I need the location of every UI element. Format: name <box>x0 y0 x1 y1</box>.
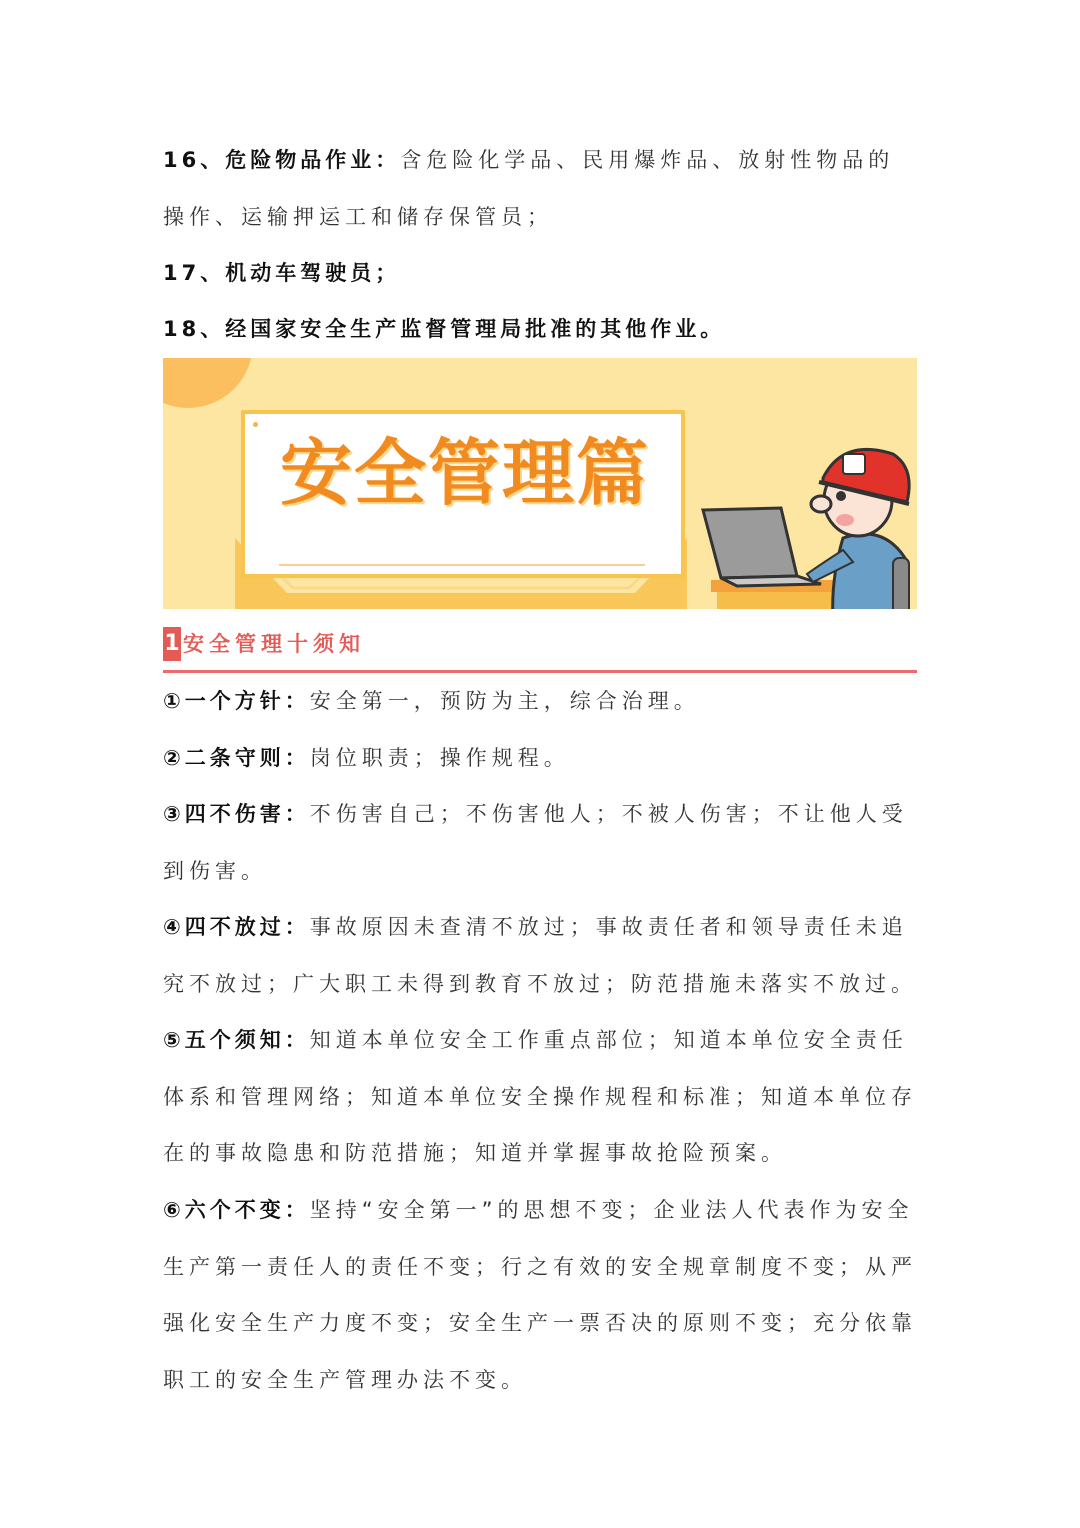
section-title: 安全管理十须知 <box>183 632 365 656</box>
item-18-heading: 18、经国家安全生产监督管理局批准的其他作业。 <box>163 317 726 341</box>
rule-5-heading: ⑤五个须知： <box>163 1028 310 1052</box>
item-16-text: 含危险化学品、民用爆炸品、放射性物品的操作、运输押运工和储存保管员； <box>163 148 895 229</box>
banner-title: 安全管理篇 <box>279 431 650 515</box>
item-16 <box>163 132 917 245</box>
rule-5 <box>163 1012 917 1182</box>
rule-1-text: 安全第一，预防为主，综合治理。 <box>309 689 700 713</box>
rule-3-heading: ③四不伤害： <box>163 802 310 826</box>
item-17-heading: 17、机动车驾驶员； <box>163 261 401 285</box>
section-banner <box>163 358 917 609</box>
rule-4 <box>163 899 917 1012</box>
rule-3-text: 不伤害自己；不伤害他人；不被人伤害；不让他人受到伤害。 <box>163 802 908 883</box>
rule-3 <box>163 786 917 899</box>
rule-4-heading: ④四不放过： <box>163 915 310 939</box>
item-18 <box>163 301 917 358</box>
item-16-heading: 16、危险物品作业： <box>163 148 401 172</box>
rule-2 <box>163 730 917 787</box>
rule-2-heading: ②二条守则： <box>163 746 310 770</box>
rule-1 <box>163 673 917 730</box>
banner-decor-circle <box>163 358 253 408</box>
rule-5-text: 知道本单位安全工作重点部位；知道本单位安全责任体系和管理网络；知道本单位安全操作规程和标准；知道本单位存在的事故隐患和防范措施；知道并掌握事故抢险预案。 <box>163 1028 917 1165</box>
rule-2-text: 岗位职责；操作规程。 <box>309 746 570 770</box>
item-17 <box>163 245 917 302</box>
section-number: 1 <box>163 627 181 661</box>
banner-card <box>241 410 685 578</box>
rule-1-heading: ①一个方针： <box>163 689 310 713</box>
section-header <box>163 622 917 673</box>
rule-4-text: 事故原因未查清不放过；事故责任者和领导责任未追究不放过；广大职工未得到教育不放过；防范措施未落实不放过。 <box>163 915 917 996</box>
rule-6 <box>163 1182 917 1408</box>
rule-6-text: 坚持“安全第一”的思想不变；企业法人代表作为安全生产第一责任人的责任不变；行之有效的安全规章制度不变；从严强化安全生产力度不变；安全生产一票否决的原则不变；充分依靠职工的安全生产管理办法不变。 <box>163 1198 917 1392</box>
worker-at-laptop-illustration <box>693 438 917 609</box>
rule-6-heading: ⑥六个不变： <box>163 1198 310 1222</box>
